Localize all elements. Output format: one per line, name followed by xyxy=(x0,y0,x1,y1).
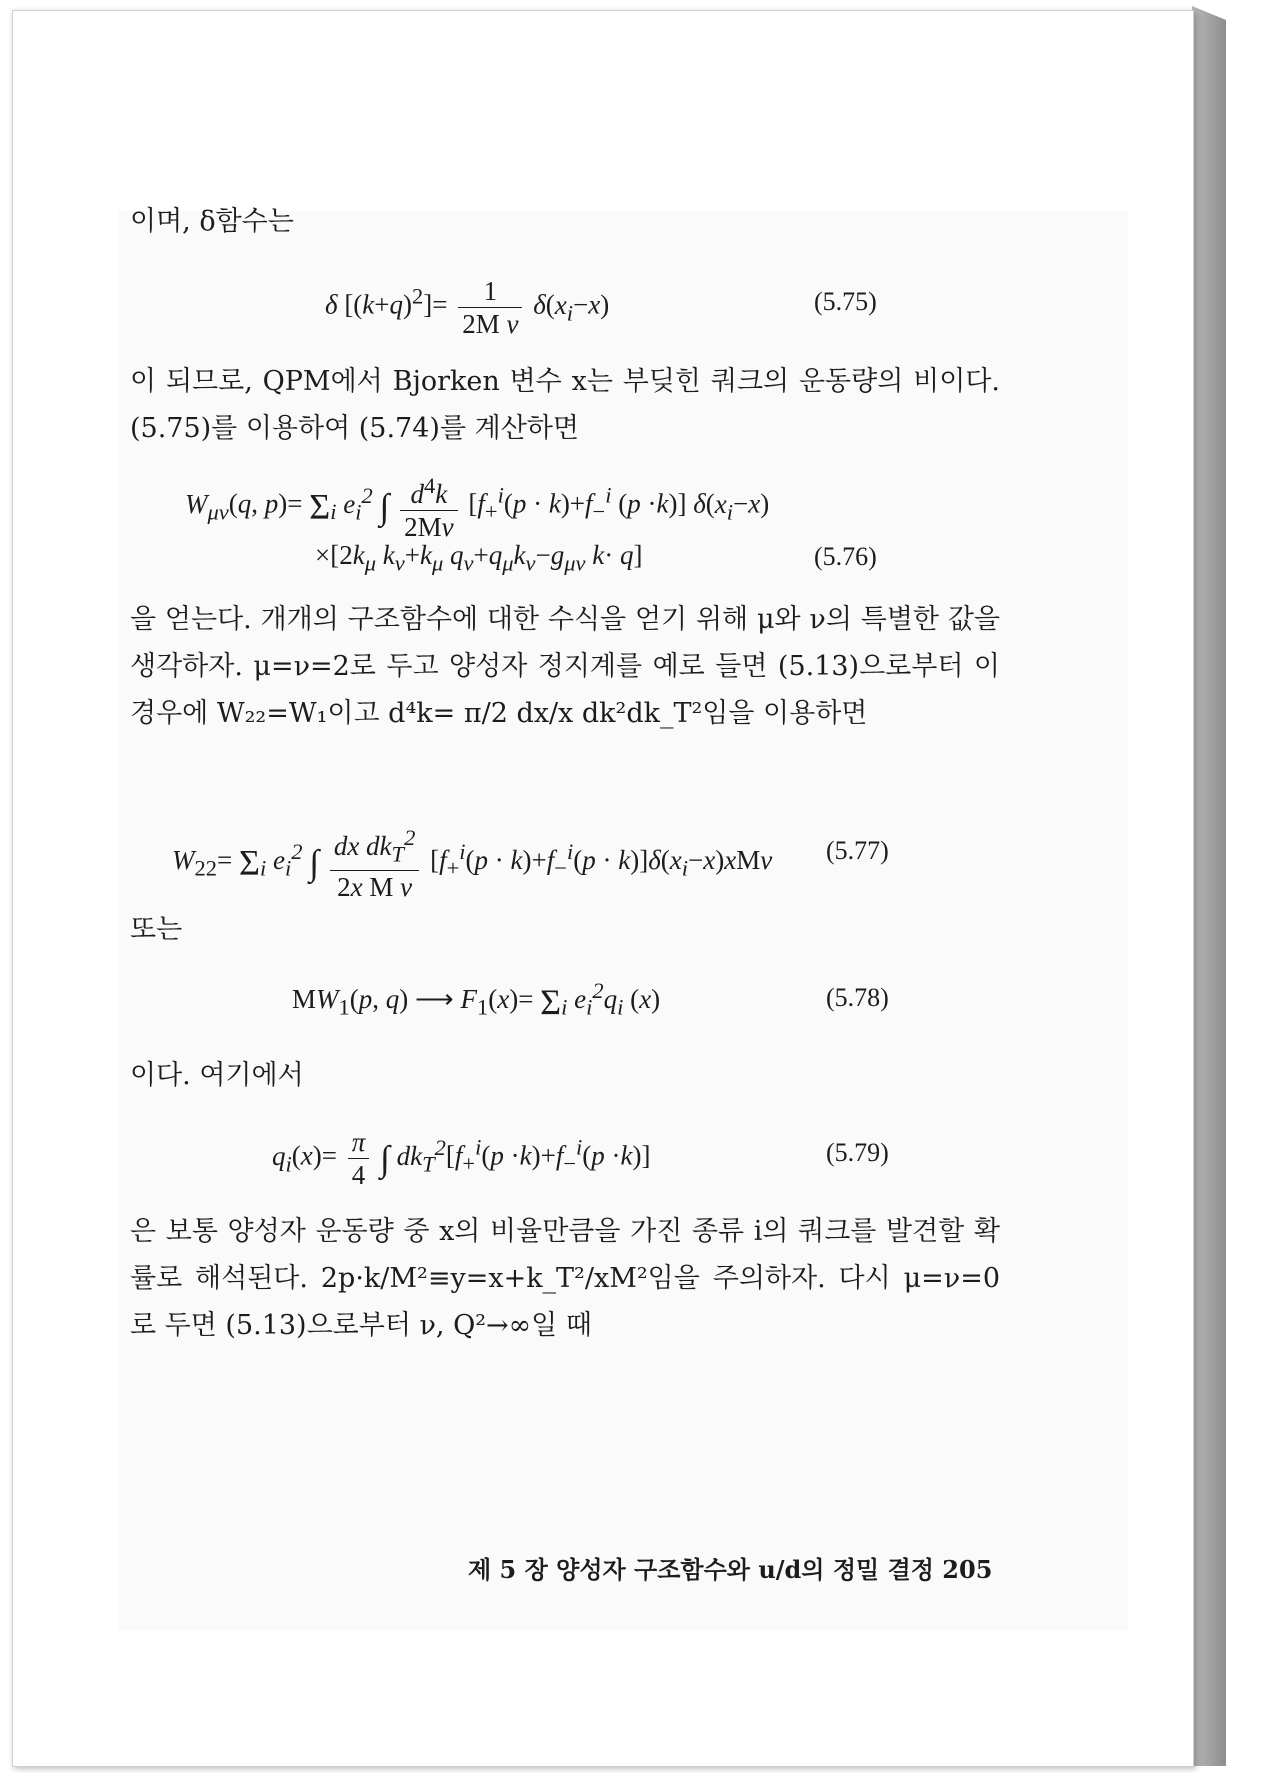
paragraph-5: 이다. 여기에서 xyxy=(130,1060,304,1091)
paragraph-2: 이 되므로, QPM에서 Bjorken 변수 x는 부딪힌 쿼크의 운동량의 비이다. (5.75)를 이용하여 (5.74)를 계산하면 xyxy=(130,366,1000,444)
equation-5-76-line1: $W_{\mu\nu}(q$, $p)= \Sigma_i$ $e_i^2$ ∫ $\frac{d^4k}{2M\nu}$ [$f_+^i(p \cdot k)+f_-^i$ (p ·k)] $\delta(x_i-x)$ xyxy=(185,470,769,543)
equation-5-75: δ $[(k+q)^2]=$ $\frac{1}{\text{2M ν}}$ $\delta(x_i-x)$ xyxy=(325,276,610,339)
equation-number-5-75: (5.75) xyxy=(814,287,877,316)
equation-5-79: $q_i(x)=$ $\frac{\pi}{4}$ ∫ $dk_T^2[f_+^i(p \cdot k)+f_-^i(p \cdot k)]$ xyxy=(272,1127,651,1190)
paragraph-3: 을 얻는다. 개개의 구조함수에 대한 수식을 얻기 위해 μ와 ν의 특별한 값을 생각하자. μ=ν=2로 두고 양성자 정지계를 예로 들면 (5.13)으로부터 이 경우에 W₂₂=W₁이고 d⁴k= π/2 dx/x dk²dk_T²임을 이용하면 xyxy=(130,604,1000,729)
paragraph-6: 은 보통 양성자 운동량 중 x의 비율만큼을 가진 종류 i의 쿼크를 발견할 확률로 해석된다. 2p·k/M²≡y=x+k_T²/xM²임을 주의하자. 다시 μ=ν=0로 두면 (5.13)으로부터 ν, Q²→∞일 때 xyxy=(130,1216,1000,1341)
equation-number-5-76: (5.76) xyxy=(814,542,877,571)
equation-5-76-line2: $\times[2k_\mu$ $k_\nu+k_\mu$ $q_\nu+q_\mu k_\nu-g_{\mu\nu}$ k· q] xyxy=(315,540,643,576)
paragraph-1: 이며, δ함수는 xyxy=(130,206,294,237)
equation-number-5-78: (5.78) xyxy=(826,983,889,1012)
equation-5-77: $W_{22}= \Sigma_i$ $e_i^2$ ∫ $\frac{dx dk_T^2}{\text{2x M ν}}$ $[f_+^i(p \cdot k)+f_-^i(p \cdot k)]\delta(x_i-x)xM\nu$ xyxy=(172,822,772,903)
equation-number-5-79: (5.79) xyxy=(826,1138,889,1167)
paragraph-4: 또는 xyxy=(130,914,183,945)
running-footer: 제 5 장 양성자 구조함수와 u/d의 정밀 결정 205 xyxy=(468,1555,993,1584)
equation-number-5-77: (5.77) xyxy=(826,836,889,865)
page-edge xyxy=(1192,6,1226,1766)
equation-5-78: $MW_1(p$, q) ⟶ $F_1(x)= \Sigma_i$ $e_i^2q_i$ (x) xyxy=(292,978,661,1022)
